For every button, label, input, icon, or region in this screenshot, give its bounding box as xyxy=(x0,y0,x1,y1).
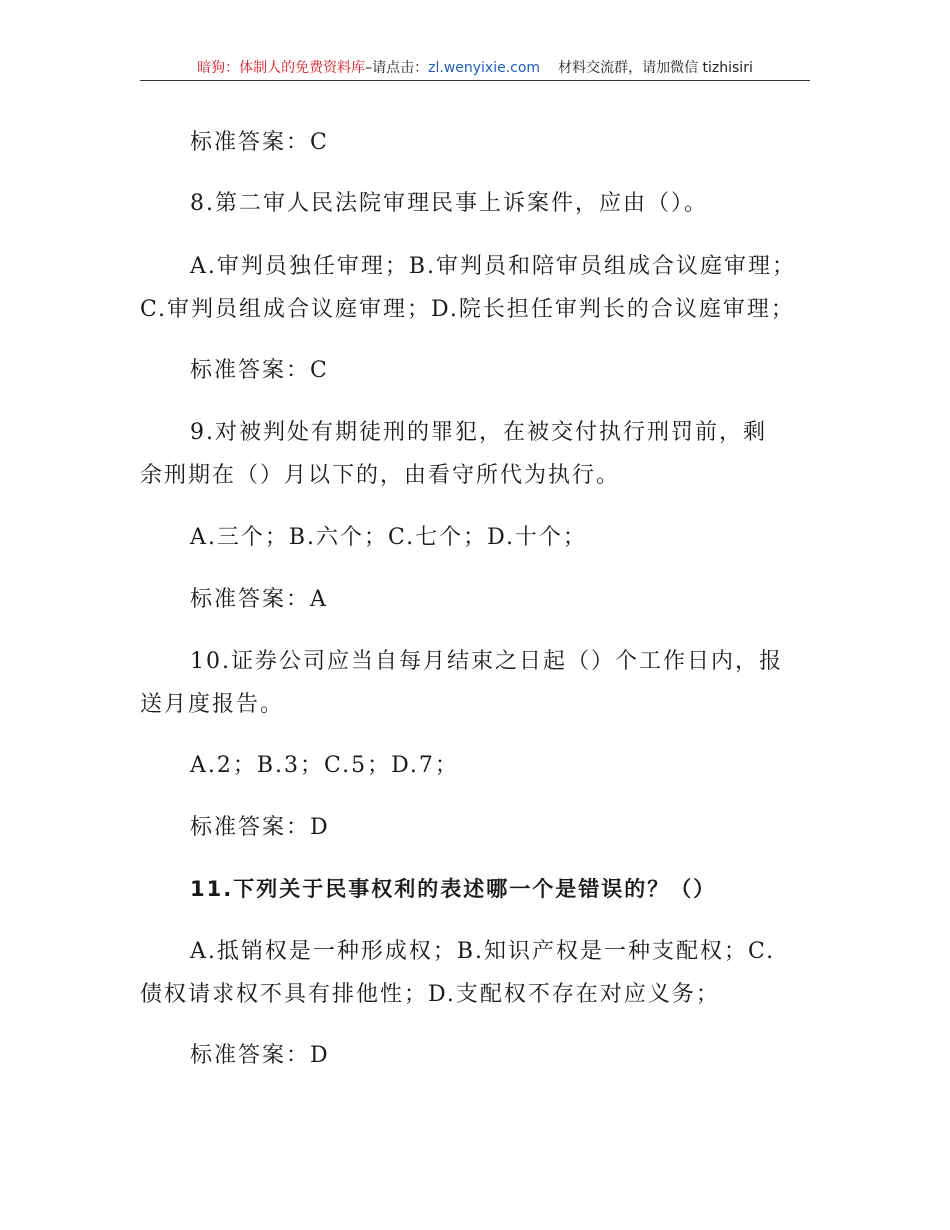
q11-options-line1: A.抵销权是一种形成权；B.知识产权是一种支配权；C. xyxy=(190,939,776,964)
q11-options-line2: 债权请求权不具有排他性；D.支配权不存在对应义务； xyxy=(140,982,720,1007)
click-prompt: –请点击： xyxy=(365,60,429,76)
q10-question-line2: 送月度报告。 xyxy=(140,692,285,717)
q7-answer: 标准答案：C xyxy=(190,130,329,155)
q9-options: A.三个；B.六个；C.七个；D.十个； xyxy=(190,525,587,550)
q9-question-line2: 余刑期在（）月以下的，由看守所代为执行。 xyxy=(140,463,621,488)
q11-answer: 标准答案：D xyxy=(190,1043,330,1068)
group-note: 材料交流群，请加微信 tizhisiri xyxy=(558,60,753,76)
page-header xyxy=(140,56,810,81)
site-name: 暗狗：体制人的免费资料库 xyxy=(197,60,366,76)
q9-question-line1: 9.对被判处有期徒刑的罪犯，在被交付执行刑罚前，剩 xyxy=(190,420,767,445)
q10-answer: 标准答案：D xyxy=(190,815,330,840)
q11-question: 11.下列关于民事权利的表述哪一个是错误的？（） xyxy=(190,877,717,901)
q8-options-line1: A.审判员独任审理；B.审判员和陪审员组成合议庭审理； xyxy=(190,254,797,279)
site-link[interactable]: zl.wenyixie.com xyxy=(428,60,541,76)
q8-question: 8.第二审人民法院审理民事上诉案件，应由（）。 xyxy=(190,191,708,216)
q8-options-line2: C.审判员组成合议庭审理；D.院长担任审判长的合议庭审理； xyxy=(140,297,795,322)
q10-question-line1: 10.证券公司应当自每月结束之日起（）个工作日内，报 xyxy=(190,649,783,674)
q9-answer: 标准答案：A xyxy=(190,587,328,612)
q10-options: A.2；B.3；C.5；D.7； xyxy=(190,753,459,778)
q8-answer: 标准答案：C xyxy=(190,358,329,383)
